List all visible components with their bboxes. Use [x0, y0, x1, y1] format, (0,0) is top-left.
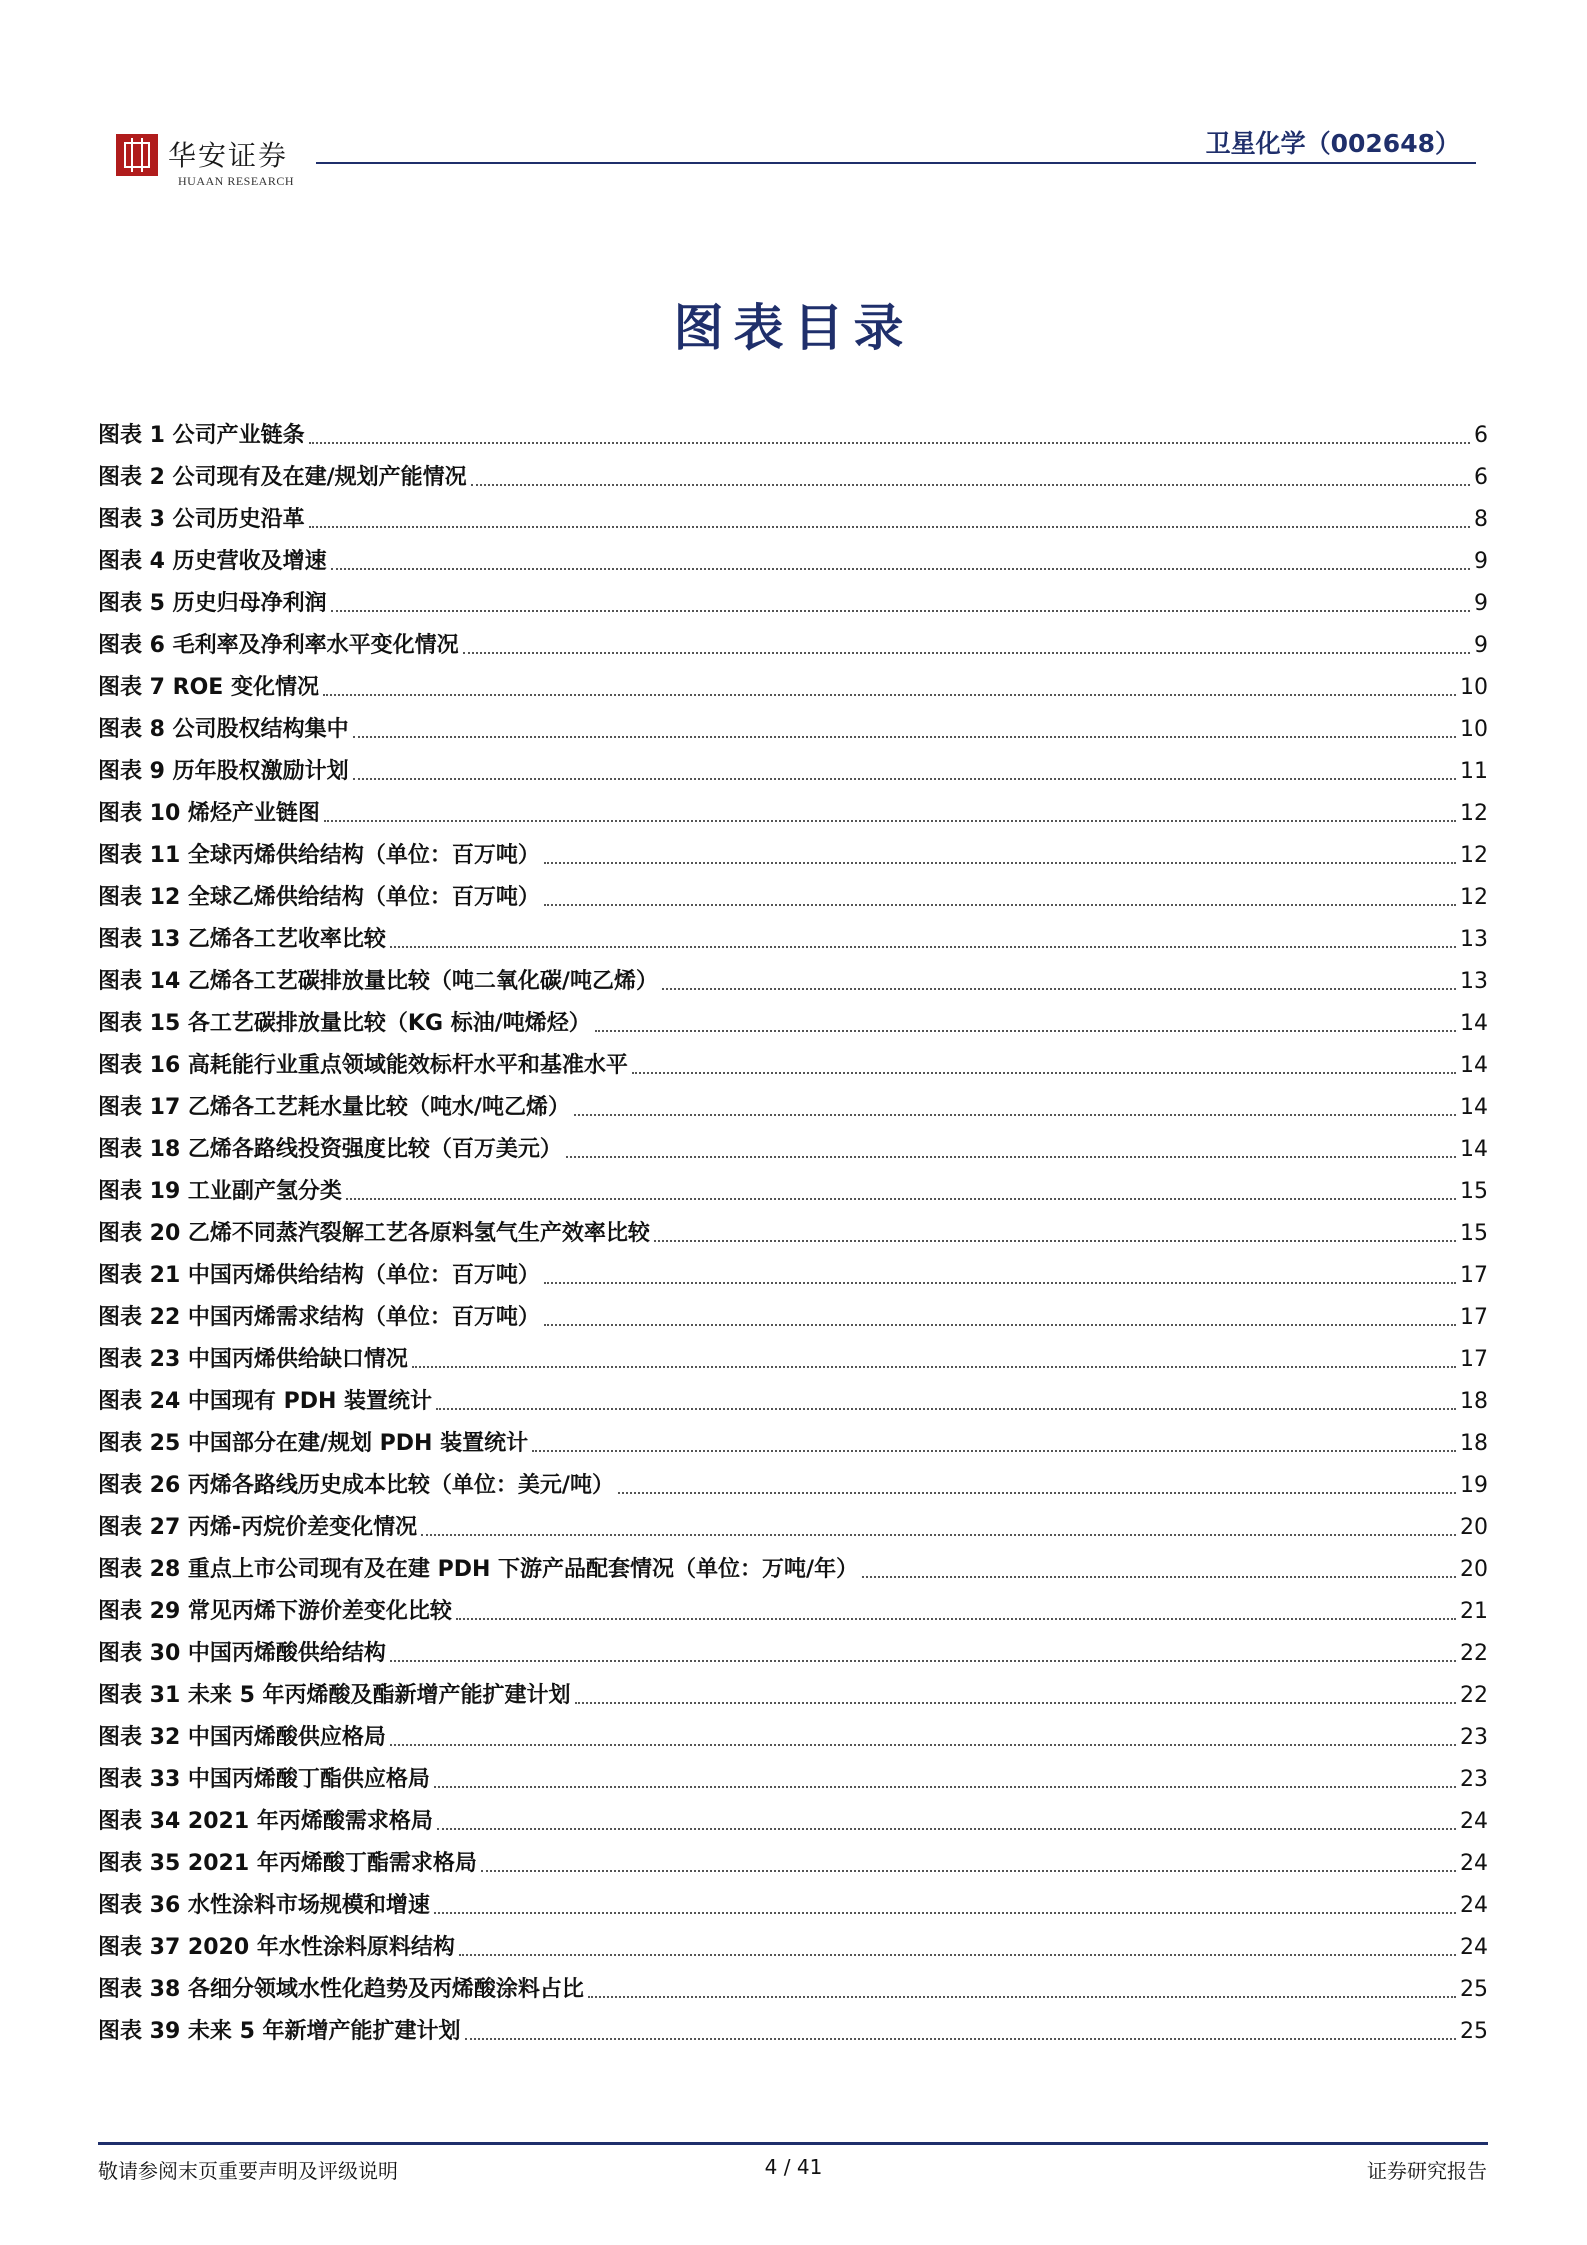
toc-entry[interactable] [98, 1710, 1488, 1752]
toc-leader-dots [353, 777, 1456, 780]
toc-entry[interactable] [98, 744, 1488, 786]
toc-entry-label[interactable]: 图表 34 2021 年丙烯酸需求格局 [98, 1809, 433, 1834]
toc-entry-page[interactable]: 14 [1460, 1011, 1488, 1036]
toc-entry[interactable] [98, 1500, 1488, 1542]
figure-toc [98, 408, 1488, 2046]
toc-entry[interactable] [98, 1122, 1488, 1164]
toc-entry-label[interactable]: 图表 16 高耗能行业重点领域能效标杆水平和基准水平 [98, 1053, 628, 1078]
toc-entry[interactable] [98, 450, 1488, 492]
toc-leader-dots [574, 1113, 1456, 1116]
huaan-logo [116, 134, 326, 194]
toc-entry-page[interactable]: 12 [1460, 843, 1488, 868]
toc-leader-dots [459, 1953, 1456, 1956]
toc-entry[interactable] [98, 2004, 1488, 2046]
toc-entry-label[interactable]: 图表 36 水性涂料市场规模和增速 [98, 1893, 430, 1918]
toc-entry[interactable] [98, 1290, 1488, 1332]
toc-entry-page[interactable]: 14 [1460, 1137, 1488, 1162]
toc-leader-dots [588, 1995, 1456, 1998]
toc-entry-page[interactable]: 18 [1460, 1431, 1488, 1456]
toc-entry-page[interactable]: 6 [1474, 465, 1488, 490]
toc-leader-dots [390, 945, 1456, 948]
logo-english-text: HUAAN RESEARCH [178, 174, 295, 188]
toc-entry-page[interactable]: 25 [1460, 2019, 1488, 2044]
toc-entry-page[interactable]: 13 [1460, 927, 1488, 952]
toc-leader-dots [566, 1155, 1456, 1158]
toc-entry[interactable] [98, 828, 1488, 870]
toc-entry[interactable] [98, 1332, 1488, 1374]
toc-leader-dots [437, 1827, 1456, 1830]
toc-entry[interactable] [98, 492, 1488, 534]
toc-entry-label[interactable]: 图表 6 毛利率及净利率水平变化情况 [98, 633, 459, 658]
toc-entry-label[interactable]: 图表 28 重点上市公司现有及在建 PDH 下游产品配套情况（单位：万吨/年） [98, 1557, 859, 1582]
toc-entry-page[interactable]: 24 [1460, 1851, 1488, 1876]
toc-entry-page[interactable]: 18 [1460, 1389, 1488, 1414]
toc-entry-label[interactable]: 图表 30 中国丙烯酸供给结构 [98, 1641, 386, 1666]
toc-leader-dots [412, 1365, 1456, 1368]
toc-entry[interactable] [98, 1878, 1488, 1920]
toc-entry-label[interactable]: 图表 23 中国丙烯供给缺口情况 [98, 1347, 408, 1372]
page-title: 图表目录 [673, 298, 914, 357]
toc-entry-page[interactable]: 12 [1460, 885, 1488, 910]
toc-entry-label[interactable]: 图表 17 乙烯各工艺耗水量比较（吨水/吨乙烯） [98, 1095, 570, 1120]
toc-leader-dots [353, 735, 1456, 738]
logo-mark-icon [116, 134, 158, 176]
toc-entry-page[interactable]: 20 [1460, 1515, 1488, 1540]
toc-entry-page[interactable]: 9 [1474, 591, 1488, 616]
toc-entry-page[interactable]: 17 [1460, 1347, 1488, 1372]
toc-leader-dots [481, 1869, 1456, 1872]
toc-leader-dots [390, 1659, 1456, 1662]
toc-entry-page[interactable]: 10 [1460, 675, 1488, 700]
toc-leader-dots [456, 1617, 1456, 1620]
toc-entry-page[interactable]: 24 [1460, 1935, 1488, 1960]
toc-leader-dots [465, 2037, 1456, 2040]
toc-entry-label[interactable]: 图表 1 公司产业链条 [98, 423, 305, 448]
toc-entry[interactable] [98, 1458, 1488, 1500]
toc-leader-dots [324, 819, 1456, 822]
page-header [116, 118, 1476, 188]
toc-entry[interactable] [98, 1794, 1488, 1836]
toc-entry[interactable] [98, 660, 1488, 702]
toc-entry-page[interactable]: 22 [1460, 1683, 1488, 1708]
toc-leader-dots [544, 861, 1456, 864]
header-divider [316, 162, 1476, 164]
toc-entry-label[interactable]: 图表 10 烯烃产业链图 [98, 801, 320, 826]
toc-entry[interactable] [98, 870, 1488, 912]
toc-entry-label[interactable]: 图表 9 历年股权激励计划 [98, 759, 349, 784]
toc-entry-label[interactable]: 图表 8 公司股权结构集中 [98, 717, 349, 742]
toc-entry-label[interactable]: 图表 14 乙烯各工艺碳排放量比较（吨二氧化碳/吨乙烯） [98, 969, 658, 994]
toc-entry[interactable] [98, 408, 1488, 450]
toc-entry-page[interactable]: 9 [1474, 549, 1488, 574]
toc-entry-label[interactable]: 图表 7 ROE 变化情况 [98, 675, 319, 700]
toc-leader-dots [331, 567, 1470, 570]
toc-entry-label[interactable]: 图表 19 工业副产氢分类 [98, 1179, 342, 1204]
toc-entry-label[interactable]: 图表 15 各工艺碳排放量比较（KG 标油/吨烯烃） [98, 1011, 591, 1036]
toc-entry-label[interactable]: 图表 18 乙烯各路线投资强度比较（百万美元） [98, 1137, 562, 1162]
toc-entry[interactable] [98, 1206, 1488, 1248]
toc-entry-label[interactable]: 图表 35 2021 年丙烯酸丁酯需求格局 [98, 1851, 477, 1876]
toc-leader-dots [662, 987, 1456, 990]
toc-entry-label[interactable]: 图表 31 未来 5 年丙烯酸及酯新增产能扩建计划 [98, 1683, 571, 1708]
toc-leader-dots [331, 609, 1470, 612]
toc-leader-dots [575, 1701, 1456, 1704]
toc-entry-page[interactable]: 13 [1460, 969, 1488, 994]
toc-entry[interactable] [98, 912, 1488, 954]
toc-entry[interactable] [98, 996, 1488, 1038]
toc-leader-dots [618, 1491, 1456, 1494]
toc-entry-page[interactable]: 21 [1460, 1599, 1488, 1624]
toc-entry-label[interactable]: 图表 37 2020 年水性涂料原料结构 [98, 1935, 455, 1960]
toc-entry[interactable] [98, 1668, 1488, 1710]
toc-entry-label[interactable]: 图表 2 公司现有及在建/规划产能情况 [98, 465, 467, 490]
toc-leader-dots [421, 1533, 1456, 1536]
toc-entry-page[interactable]: 23 [1460, 1767, 1488, 1792]
toc-leader-dots [434, 1785, 1456, 1788]
toc-entry[interactable] [98, 1038, 1488, 1080]
toc-entry-page[interactable]: 11 [1460, 759, 1488, 784]
toc-entry[interactable] [98, 1584, 1488, 1626]
toc-entry[interactable] [98, 534, 1488, 576]
toc-entry-page[interactable]: 6 [1474, 423, 1488, 448]
toc-entry[interactable] [98, 1374, 1488, 1416]
toc-entry-page[interactable]: 10 [1460, 717, 1488, 742]
toc-entry-page[interactable]: 14 [1460, 1095, 1488, 1120]
toc-entry[interactable] [98, 954, 1488, 996]
toc-leader-dots [434, 1911, 1456, 1914]
toc-leader-dots [862, 1575, 1456, 1578]
toc-entry-page[interactable]: 25 [1460, 1977, 1488, 2002]
toc-entry-page[interactable]: 19 [1460, 1473, 1488, 1498]
toc-entry-page[interactable]: 15 [1460, 1221, 1488, 1246]
toc-entry[interactable] [98, 1626, 1488, 1668]
toc-entry-label[interactable]: 图表 5 历史归母净利润 [98, 591, 327, 616]
toc-entry-page[interactable]: 8 [1474, 507, 1488, 532]
toc-entry-label[interactable]: 图表 27 丙烯-丙烷价差变化情况 [98, 1515, 418, 1540]
toc-leader-dots [436, 1407, 1456, 1410]
footer-disclaimer: 敬请参阅末页重要声明及评级说明 [98, 2159, 398, 2183]
toc-entry-page[interactable]: 23 [1460, 1725, 1488, 1750]
toc-leader-dots [323, 693, 1456, 696]
toc-entry-page[interactable]: 17 [1460, 1263, 1488, 1288]
company-title: 卫星化学（002648） [1205, 129, 1460, 158]
toc-entry-page[interactable]: 17 [1460, 1305, 1488, 1330]
toc-leader-dots [390, 1743, 1456, 1746]
toc-entry-label[interactable]: 图表 21 中国丙烯供给结构（单位：百万吨） [98, 1263, 540, 1288]
toc-leader-dots [309, 441, 1470, 444]
toc-entry-page[interactable]: 14 [1460, 1053, 1488, 1078]
toc-entry-label[interactable]: 图表 4 历史营收及增速 [98, 549, 327, 574]
toc-entry-label[interactable]: 图表 3 公司历史沿革 [98, 507, 305, 532]
toc-entry[interactable] [98, 1752, 1488, 1794]
toc-entry-label[interactable]: 图表 22 中国丙烯需求结构（单位：百万吨） [98, 1305, 540, 1330]
toc-entry-label[interactable]: 图表 25 中国部分在建/规划 PDH 装置统计 [98, 1431, 529, 1456]
toc-leader-dots [309, 525, 1470, 528]
toc-entry[interactable] [98, 1248, 1488, 1290]
toc-entry-page[interactable]: 22 [1460, 1641, 1488, 1666]
logo-chinese-text: 华安证券 [168, 139, 289, 172]
toc-entry[interactable] [98, 1080, 1488, 1122]
toc-entry-label[interactable]: 图表 11 全球丙烯供给结构（单位：百万吨） [98, 843, 540, 868]
toc-leader-dots [346, 1197, 1456, 1200]
toc-entry[interactable] [98, 702, 1488, 744]
toc-leader-dots [532, 1449, 1456, 1452]
toc-entry[interactable] [98, 1542, 1488, 1584]
toc-entry-label[interactable]: 图表 32 中国丙烯酸供应格局 [98, 1725, 386, 1750]
toc-entry-label[interactable]: 图表 29 常见丙烯下游价差变化比较 [98, 1599, 452, 1624]
toc-entry-label[interactable]: 图表 20 乙烯不同蒸汽裂解工艺各原料氢气生产效率比较 [98, 1221, 650, 1246]
toc-entry-label[interactable]: 图表 33 中国丙烯酸丁酯供应格局 [98, 1767, 430, 1792]
toc-leader-dots [544, 1281, 1456, 1284]
footer-page-number: 4 / 41 [764, 2155, 823, 2179]
footer-report-type: 证券研究报告 [1367, 2159, 1487, 2183]
toc-leader-dots [632, 1071, 1456, 1074]
toc-entry[interactable] [98, 576, 1488, 618]
toc-leader-dots [654, 1239, 1456, 1242]
toc-entry-label[interactable]: 图表 13 乙烯各工艺收率比较 [98, 927, 386, 952]
toc-entry[interactable] [98, 1836, 1488, 1878]
toc-entry-label[interactable]: 图表 12 全球乙烯供给结构（单位：百万吨） [98, 885, 540, 910]
toc-entry-page[interactable]: 12 [1460, 801, 1488, 826]
toc-entry[interactable] [98, 618, 1488, 660]
toc-entry[interactable] [98, 1164, 1488, 1206]
toc-leader-dots [471, 483, 1470, 486]
toc-entry-page[interactable]: 9 [1474, 633, 1488, 658]
toc-entry[interactable] [98, 1416, 1488, 1458]
footer-divider [98, 2142, 1488, 2145]
toc-entry[interactable] [98, 1920, 1488, 1962]
toc-entry-page[interactable]: 20 [1460, 1557, 1488, 1582]
toc-leader-dots [463, 651, 1470, 654]
toc-leader-dots [595, 1029, 1456, 1032]
toc-entry-page[interactable]: 24 [1460, 1893, 1488, 1918]
toc-entry-page[interactable]: 24 [1460, 1809, 1488, 1834]
toc-entry-label[interactable]: 图表 26 丙烯各路线历史成本比较（单位：美元/吨） [98, 1473, 614, 1498]
toc-entry-label[interactable]: 图表 24 中国现有 PDH 装置统计 [98, 1389, 433, 1414]
toc-leader-dots [544, 1323, 1456, 1326]
toc-entry[interactable] [98, 786, 1488, 828]
toc-entry-page[interactable]: 15 [1460, 1179, 1488, 1204]
toc-entry[interactable] [98, 1962, 1488, 2004]
toc-leader-dots [544, 903, 1456, 906]
toc-entry-label[interactable]: 图表 38 各细分领域水性化趋势及丙烯酸涂料占比 [98, 1977, 584, 2002]
toc-entry-label[interactable]: 图表 39 未来 5 年新增产能扩建计划 [98, 2019, 461, 2044]
